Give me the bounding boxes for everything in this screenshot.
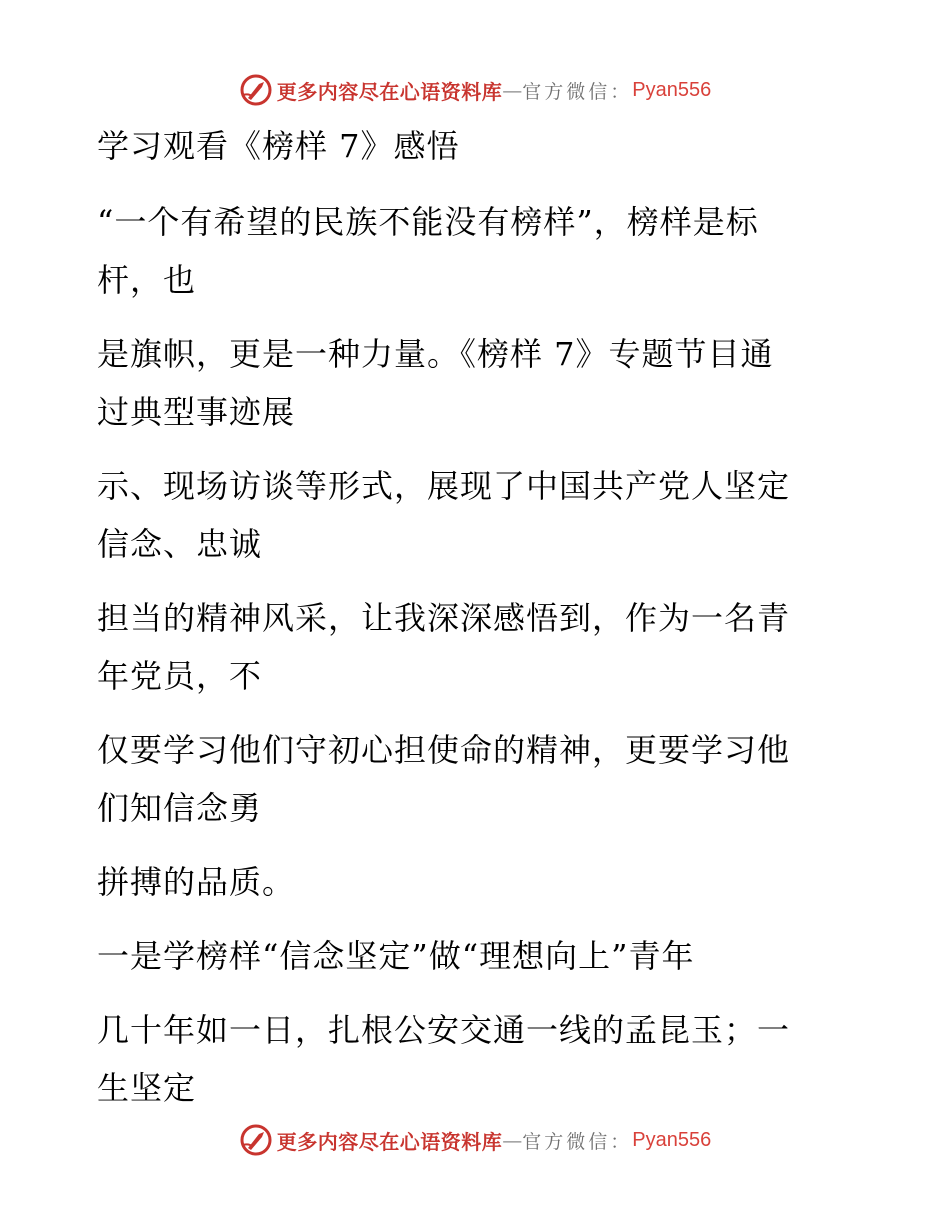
header-banner [0, 70, 950, 110]
paragraph-line: 几十年如一日，扎根公安交通一线的孟昆玉；一 [97, 1011, 791, 1049]
paragraph-line: 仅要学习他们守初心担使命的精神，更要学习他 [97, 731, 791, 769]
document-title: 学习观看《榜样 7》感悟 [97, 127, 460, 165]
banner-wechat-id: Pyan556 [632, 78, 712, 101]
section-heading: 一是学榜样“信念坚定”做“理想向上”青年 [97, 937, 695, 975]
paragraph-line: 担当的精神风采，让我深深感悟到，作为一名青 [97, 599, 791, 637]
paragraph-line: 过典型事迹展 [97, 393, 296, 431]
paragraph-line: 年党员，不 [97, 657, 263, 695]
paragraph-line: 信念、忠诚 [97, 525, 263, 563]
paragraph-line: 们知信念勇 [97, 789, 263, 827]
pen-nib-logo-icon [239, 1123, 273, 1157]
footer-banner [0, 1120, 950, 1160]
paragraph-line: 示、现场访谈等形式，展现了中国共产党人坚定 [97, 467, 791, 505]
paragraph-line: 是旗帜，更是一种力量。《榜样 7》专题节目通 [97, 335, 774, 373]
paragraph-line: “一个有希望的民族不能没有榜样”，榜样是标 [97, 203, 759, 241]
paragraph-line: 拼搏的品质。 [97, 863, 296, 901]
banner-site-text: 更多内容尽在心语资料库 [276, 79, 503, 104]
paragraph-line: 杆，也 [97, 261, 197, 299]
pen-nib-logo-icon [239, 73, 273, 107]
banner-wechat-id: Pyan556 [632, 1128, 712, 1151]
banner-wechat-label: 官方微信： [522, 80, 633, 103]
banner-site-text: 更多内容尽在心语资料库 [276, 1129, 503, 1154]
banner-separator: — [502, 1128, 523, 1152]
paragraph-line: 生坚定 [97, 1069, 197, 1107]
banner-wechat-label: 官方微信： [522, 1130, 633, 1153]
banner-separator: — [502, 78, 523, 102]
